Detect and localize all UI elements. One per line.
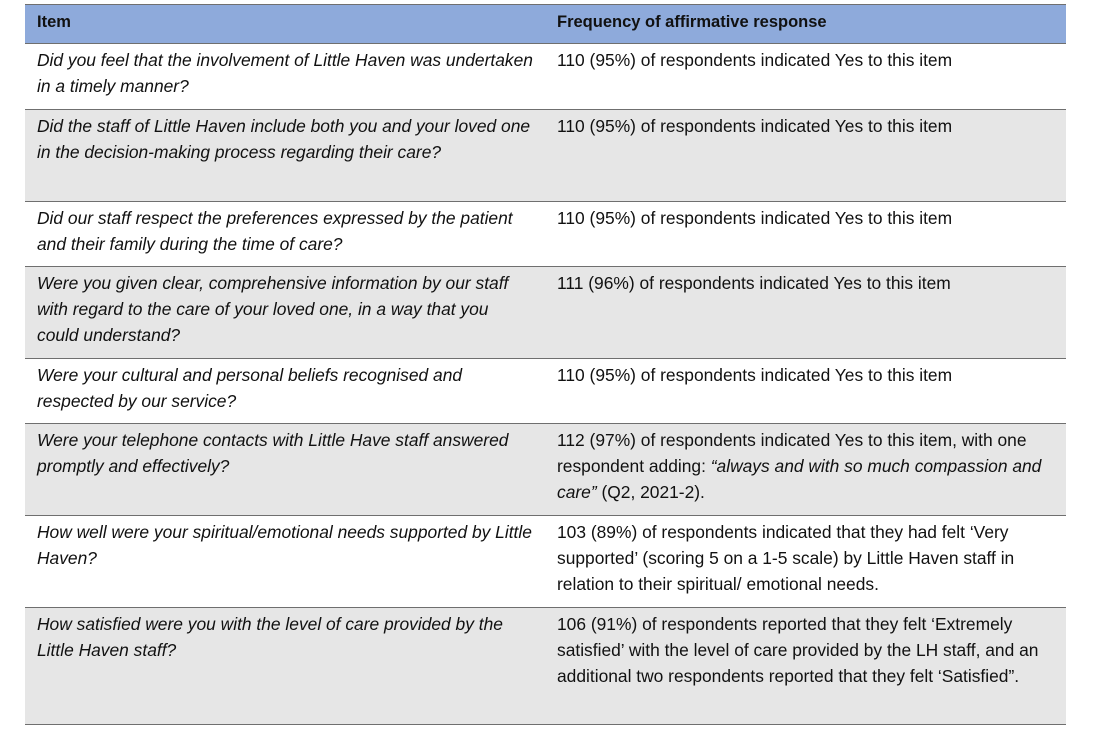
table-row bbox=[25, 44, 1066, 110]
item-cell: Were your cultural and personal beliefs recognised and respected by our service? bbox=[37, 365, 463, 411]
item-cell: How well were your spiritual/emotional needs supported by Little Haven? bbox=[37, 522, 532, 568]
response-cell: 111 (96%) of respondents indicated Yes to this item bbox=[557, 273, 951, 293]
response-cell: 106 (91%) of respondents reported that they felt ‘Extremely satisfied’ with the level of care provided by the LH staff, and an additional two respondents reported that they felt ‘Satisfied”. bbox=[557, 614, 1039, 686]
response-cell bbox=[545, 424, 1066, 515]
header-frequency: Frequency of affirmative response bbox=[557, 13, 827, 31]
table-row bbox=[25, 110, 1066, 202]
table-row bbox=[25, 267, 1066, 359]
item-cell: Did our staff respect the preferences expressed by the patient and their family during the time of care? bbox=[37, 208, 513, 254]
table-row bbox=[25, 608, 1066, 725]
response-cell: 110 (95%) of respondents indicated Yes to this item bbox=[557, 50, 953, 70]
respondent-quote: “always and with so much compassion and care” bbox=[557, 456, 1042, 502]
quote-citation: (Q2, 2021-2). bbox=[596, 482, 705, 502]
table-row bbox=[25, 359, 1066, 424]
table-row bbox=[25, 424, 1066, 516]
response-cell: 110 (95%) of respondents indicated Yes to this item bbox=[557, 208, 953, 228]
item-cell: Were you given clear, comprehensive information by our staff with regard to the care of your loved one, in a way that you could understand? bbox=[37, 273, 509, 345]
response-text: 112 (97%) of respondents indicated Yes to this item, with one respondent adding: bbox=[557, 430, 1027, 476]
response-cell: 103 (89%) of respondents indicated that they had felt ‘Very supported’ (scoring 5 on a 1-5 scale) by Little Haven staff in relation to their spiritual/ emotional needs. bbox=[557, 522, 1015, 594]
response-cell: 110 (95%) of respondents indicated Yes to this item bbox=[557, 365, 953, 385]
survey-results-table bbox=[25, 4, 1066, 725]
header-item: Item bbox=[37, 13, 71, 31]
response-cell: 110 (95%) of respondents indicated Yes to this item bbox=[557, 116, 953, 136]
table-row bbox=[25, 202, 1066, 267]
item-cell: Did the staff of Little Haven include both you and your loved one in the decision-making process regarding their care? bbox=[37, 116, 531, 162]
table-row bbox=[25, 516, 1066, 608]
item-cell: Were your telephone contacts with Little Have staff answered promptly and effectively? bbox=[37, 430, 509, 476]
item-cell: How satisfied were you with the level of care provided by the Little Haven staff? bbox=[37, 614, 503, 660]
table-header-row bbox=[25, 4, 1066, 44]
item-cell: Did you feel that the involvement of Little Haven was undertaken in a timely manner? bbox=[37, 50, 533, 96]
